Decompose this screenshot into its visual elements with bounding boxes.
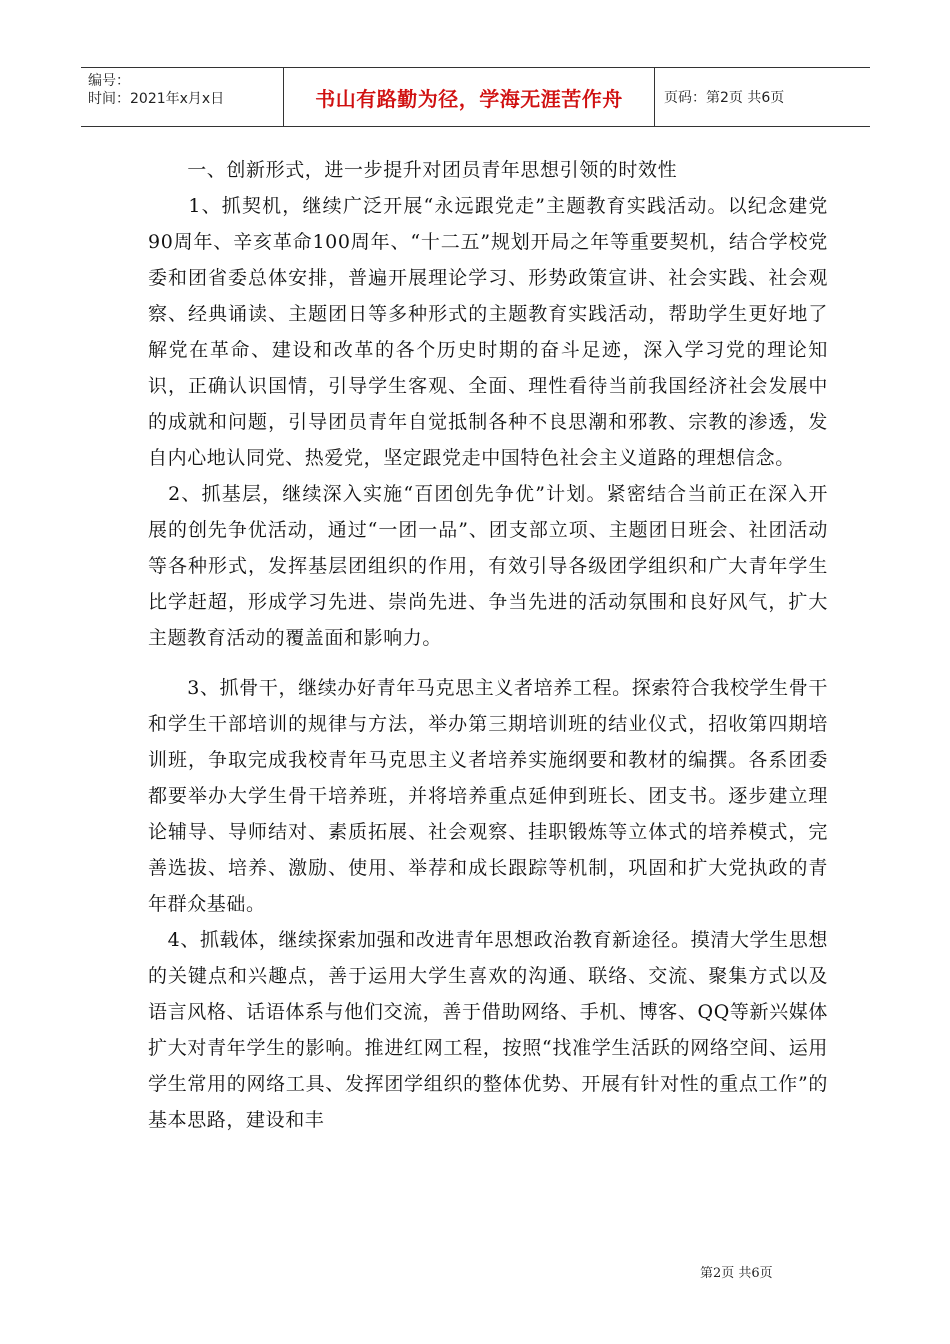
document-date-label: 时间：2021年x月x日	[88, 91, 225, 107]
paragraph-2: 2、抓基层，继续深入实施“百团创先争优”计划。紧密结合当前正在深入开展的创先争优活动，通过“一团一品”、团支部立项、主题团日班会、社团活动等各种形式，发挥基层团组织的作用，有效引导各级团学组织和广大青年学生比学赶超，形成学习先进、崇尚先进、争当先进的活动氛围和良好风气，扩大主题教育活动的覆盖面和影响力。	[148, 483, 828, 649]
document-number-label: 编号：	[88, 73, 130, 89]
document-body	[148, 152, 828, 1138]
section-heading: 一、创新形式，进一步提升对团员青年思想引领的时效性	[148, 159, 678, 181]
paragraph-4: 4、抓载体，继续探索加强和改进青年思想政治教育新途径。摸清大学生思想的关键点和兴趣点，善于运用大学生喜欢的沟通、联络、交流、聚集方式以及语言风格、话语体系与他们交流，善于借助网络、手机、博客、QQ等新兴媒体扩大对青年学生的影响。推进红网工程，按照“找准学生活跃的网络空间、运用学生常用的网络工具、发挥团学组织的整体优势、开展有针对性的重点工作”的基本思路，建设和丰	[148, 929, 828, 1131]
page-footer: 第2页 共6页	[700, 1266, 773, 1281]
paragraph-1: 1、抓契机，继续广泛开展“永远跟党走”主题教育实践活动。以纪念建党90周年、辛亥革命100周年、“十二五”规划开局之年等重要契机，结合学校党委和团省委总体安排，普遍开展理论学习、形势政策宣讲、社会实践、社会观察、经典诵读、主题团日等多种形式的主题教育实践活动，帮助学生更好地了解党在革命、建设和改革的各个历史时期的奋斗足迹，深入学习党的理论知识，正确认识国情，引导学生客观、全面、理性看待当前我国经济社会发展中的成就和问题，引导团员青年自觉抵制各种不良思潮和邪教、宗教的渗透，发自内心地认同党、热爱党，坚定跟党走中国特色社会主义道路的理想信念。	[148, 195, 828, 469]
header-meta	[81, 68, 284, 126]
page-header	[81, 67, 870, 127]
header-motto: 书山有路勤为径，学海无涯苦作舟	[284, 68, 655, 126]
paragraph-3: 3、抓骨干，继续办好青年马克思主义者培养工程。探索符合我校学生骨干和学生干部培训的规律与方法，举办第三期培训班的结业仪式，招收第四期培训班，争取完成我校青年马克思主义者培养实施纲要和教材的编撰。各系团委都要举办大学生骨干培养班，并将培养重点延伸到班长、团支书。逐步建立理论辅导、导师结对、素质拓展、社会观察、挂职锻炼等立体式的培养模式，完善选拔、培养、激励、使用、举荐和成长跟踪等机制，巩固和扩大党执政的青年群众基础。	[148, 677, 828, 915]
header-page-number: 页码：第2页 共6页	[664, 90, 785, 106]
